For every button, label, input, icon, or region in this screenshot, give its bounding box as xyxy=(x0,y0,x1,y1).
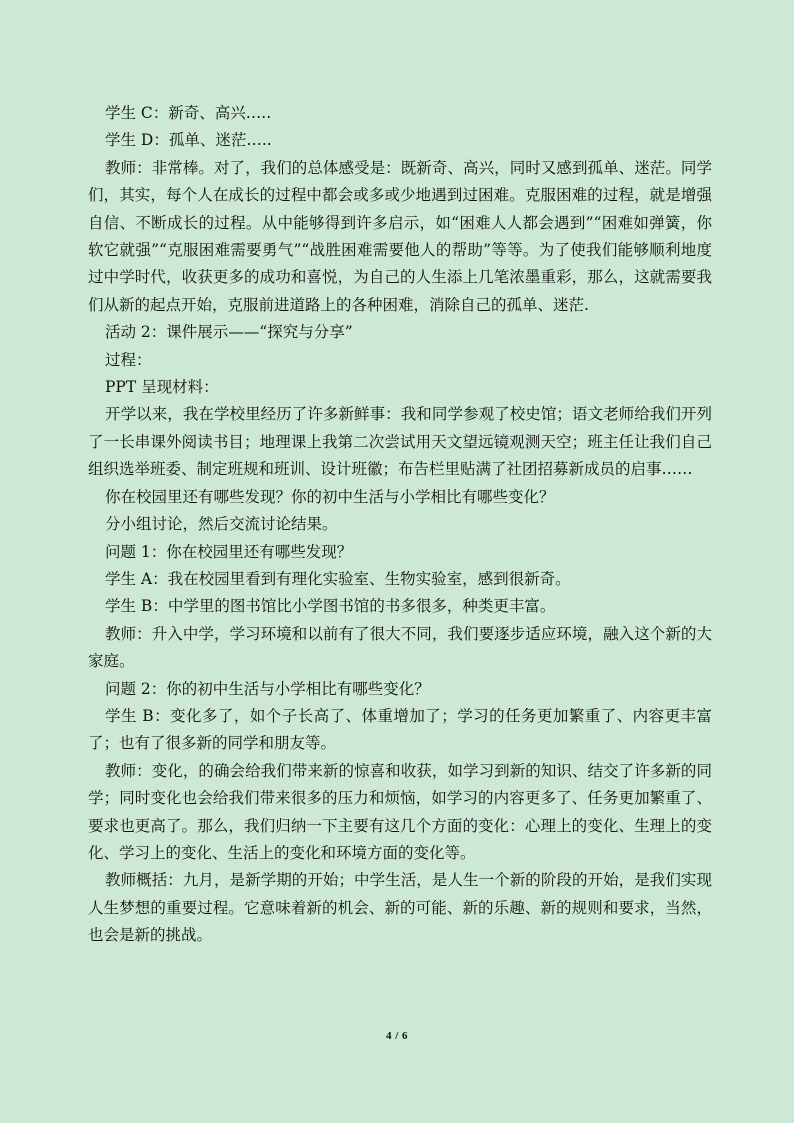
paragraph-questions: 你在校园里还有哪些发现？你的初中生活与小学相比有哪些变化？ xyxy=(105,487,555,506)
paragraph-student-a: 学生 A：我在校园里看到有理化实验室、生物实验室，感到很新奇。 xyxy=(105,569,571,588)
paragraph-teacher-environment: 教师：升入中学，学习环境和以前有了很大不同，我们要逐步适应环境，融入这个新的大家庭。 xyxy=(88,624,712,671)
paragraph-teacher-summary: 教师：非常棒。对了，我们的总体感受是：既新奇、高兴，同时又感到孤单、迷茫。同学们，其实，每个人在成长的过程中都会或多或少地遇到过困难。克服困难的过程，就是增强自信、不断成长的过程。从中能够得到许多启示，如“困难人人都会遇到”“困难如弹簧，你软它就强”“克服困难需要勇气”“战胜困难需要他人的帮助”等等。为了使我们能够顺利地度过中学时代，收获更多的成功和喜悦，为自己的人生添上几笔浓墨重彩，那么，这就需要我们从新的起点开始，克服前进道路上的各种困难，消除自己的孤单、迷茫. xyxy=(88,158,712,314)
paragraph-group-discussion: 分小组讨论，然后交流讨论结果。 xyxy=(105,515,338,534)
paragraph-teacher-conclusion: 教师概括：九月，是新学期的开始；中学生活，是人生一个新的阶段的开始，是我们实现人生梦想的重要过程。它意味着新的机会、新的可能、新的乐趣、新的规则和要求，当然，也会是新的挑战。 xyxy=(88,871,712,945)
paragraph-student-b-library: 学生 B：中学里的图书馆比小学图书馆的书多很多，种类更丰富。 xyxy=(105,597,556,616)
paragraph-question-2: 问题 2：你的初中生活与小学相比有哪些变化？ xyxy=(105,679,430,698)
document-body xyxy=(88,100,712,950)
paragraph-question-1: 问题 1：你在校园里还有哪些发现？ xyxy=(105,542,353,561)
paragraph-activity-2: 活动 2：课件展示——“探究与分享” xyxy=(105,323,353,342)
paragraph-student-d: 学生 D：孤单、迷茫….. xyxy=(105,131,272,150)
paragraph-teacher-changes: 教师：变化，的确会给我们带来新的惊喜和收获，如学习到新的知识、结交了许多新的同学；同时变化也会给我们带来很多的压力和烦恼，如学习的内容更多了、任务更加繁重了、要求也更高了。那么，我们归纳一下主要有这几个方面的变化：心理上的变化、生理上的变化、学习上的变化、生活上的变化和环境方面的变化等。 xyxy=(88,761,712,862)
paragraph-student-c: 学生 C：新奇、高兴….. xyxy=(105,104,272,122)
paragraph-process: 过程： xyxy=(105,350,152,369)
page-number: 4 / 6 xyxy=(385,1030,409,1042)
paragraph-ppt-material: PPT 呈现材料： xyxy=(105,378,219,397)
paragraph-material-text: 开学以来，我在学校里经历了许多新鲜事：我和同学参观了校史馆；语文老师给我们开列了一长串课外阅读书目；地理课上我第二次尝试用天文望远镜观测天空；班主任让我们自己组织选举班委、制定班规和班训、设计班徽；布告栏里贴满了社团招募新成员的启事…… xyxy=(88,405,712,479)
paragraph-student-b-changes: 学生 B：变化多了，如个子长高了、体重增加了；学习的任务更加繁重了、内容更丰富了；也有了很多新的同学和朋友等。 xyxy=(88,706,712,753)
